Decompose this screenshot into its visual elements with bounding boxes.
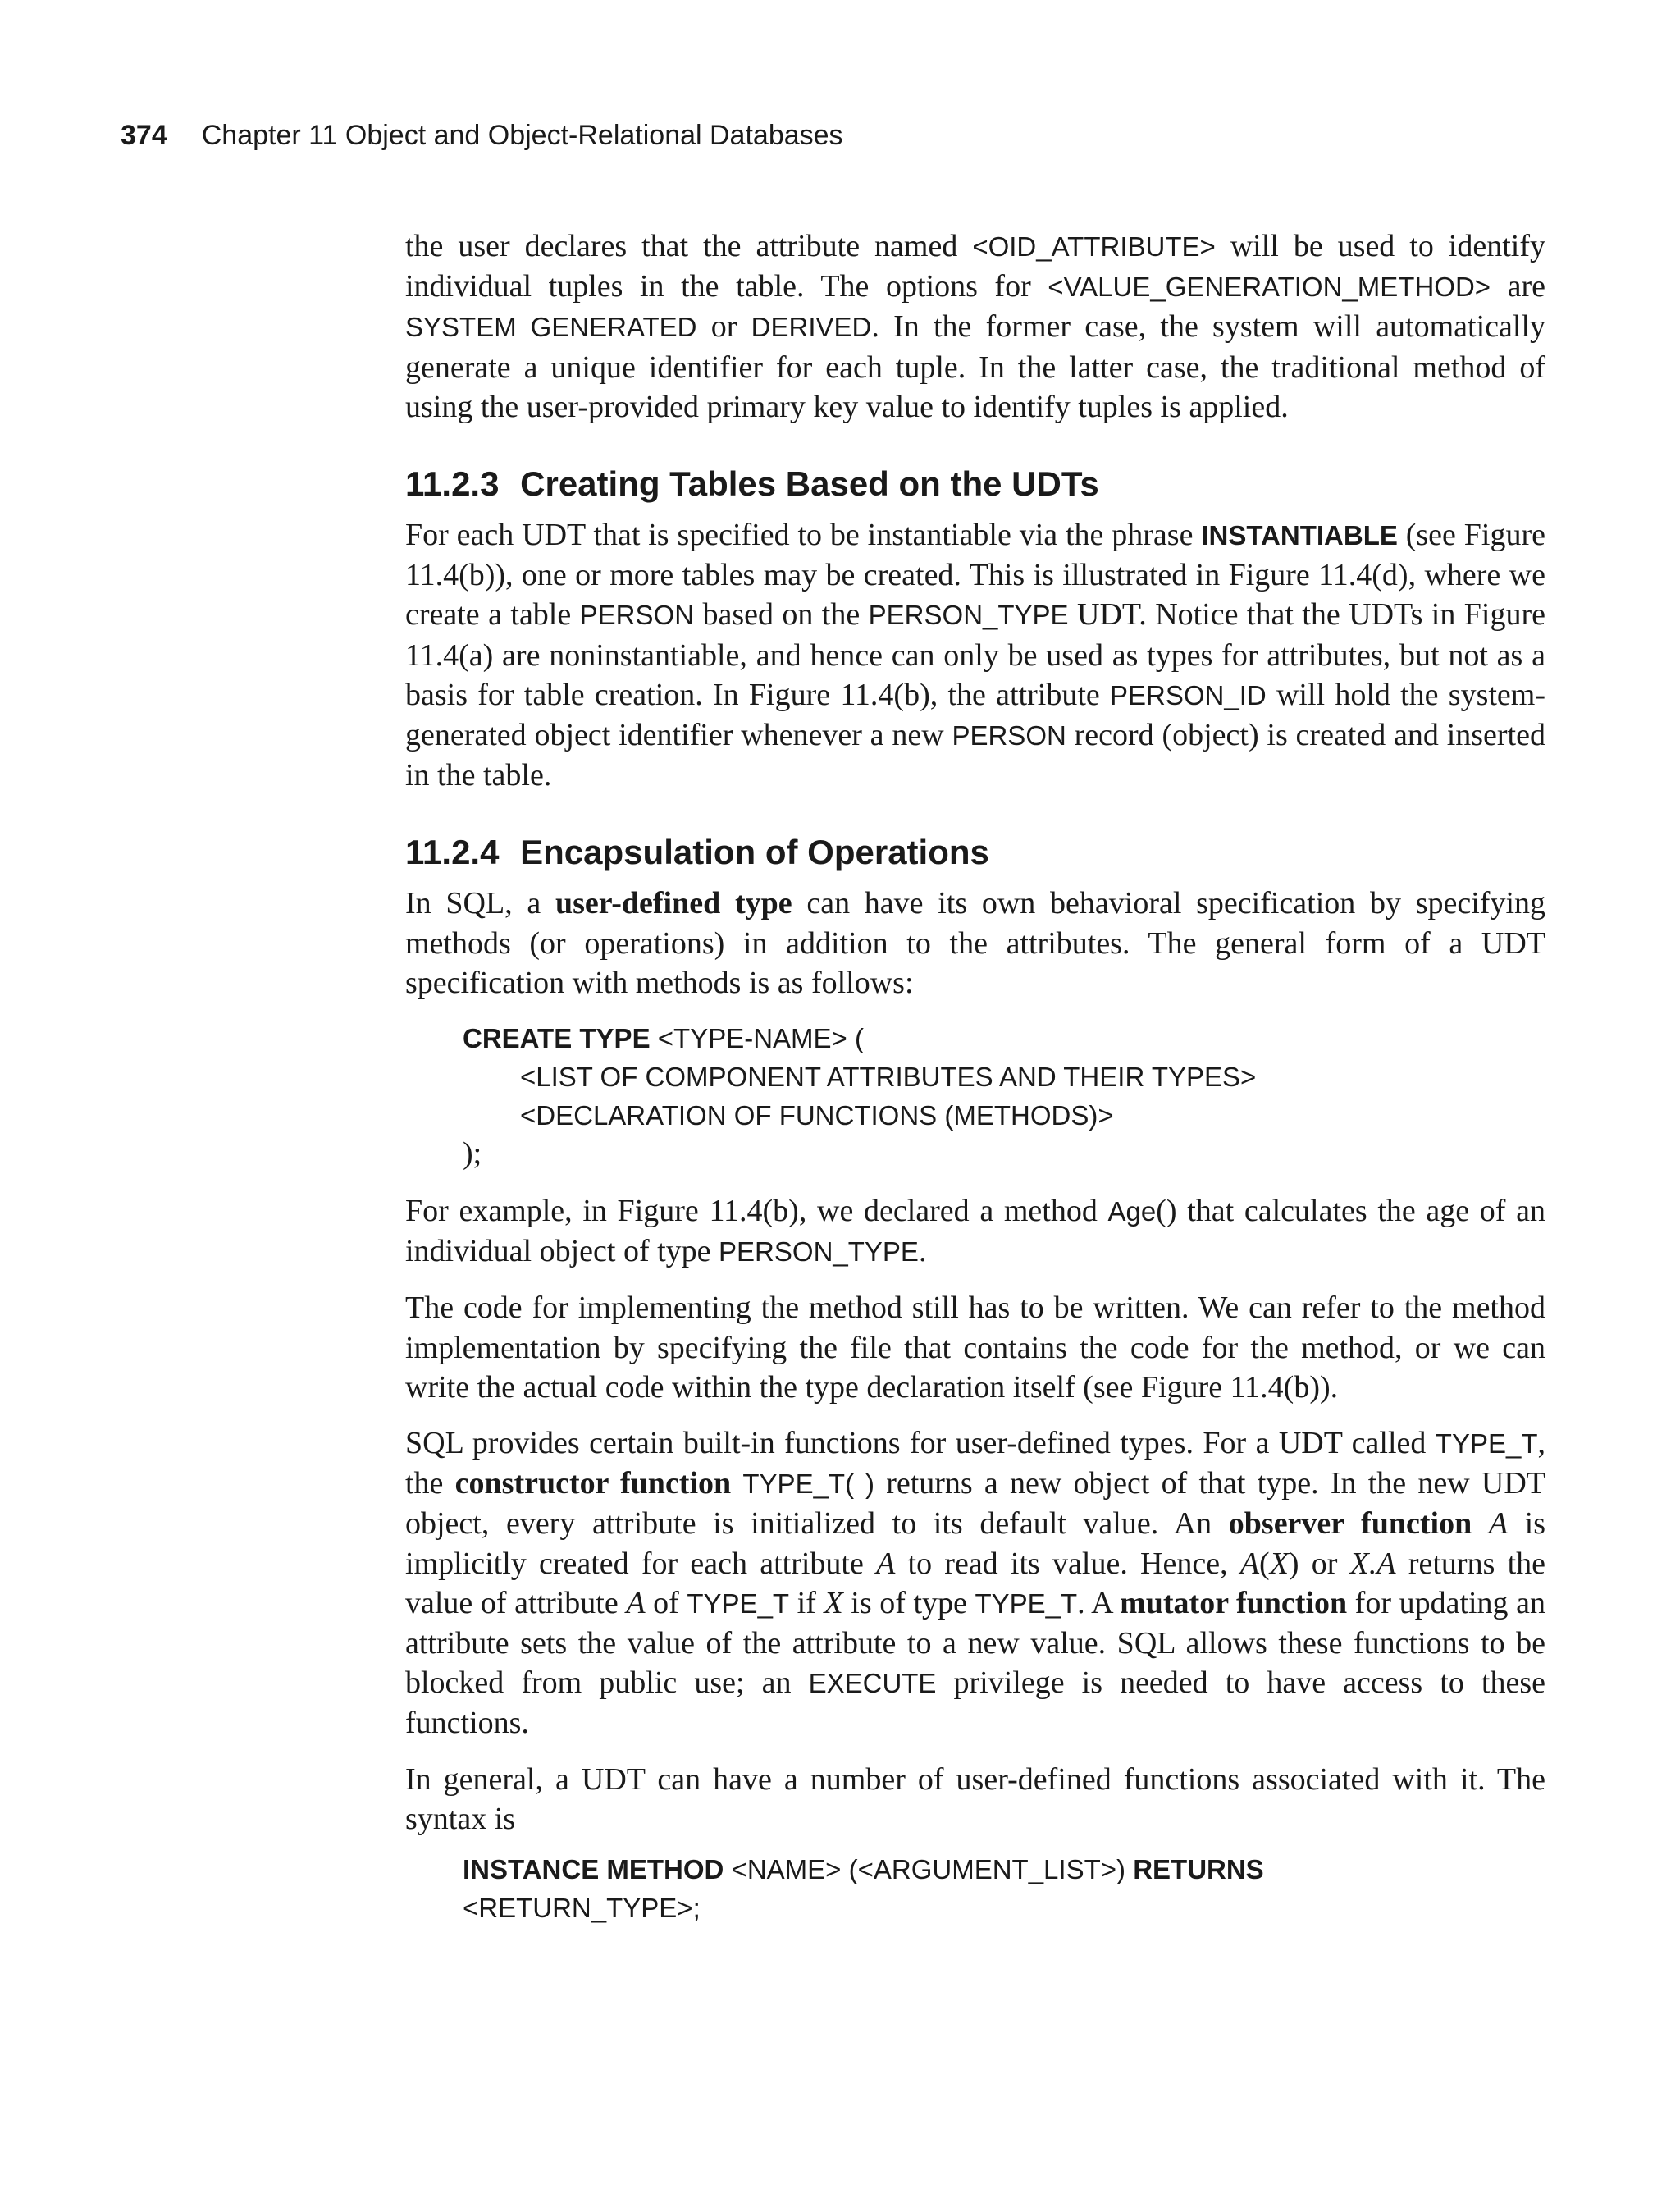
code-line: ); bbox=[463, 1136, 482, 1172]
bold-term: observer function bbox=[1228, 1506, 1472, 1542]
code-line: <RETURN_TYPE>; bbox=[463, 1893, 701, 1924]
code-term: Age bbox=[1107, 1196, 1157, 1227]
page-body bbox=[405, 226, 1545, 1945]
section-number: 11.2.3 bbox=[405, 464, 500, 504]
code-keyword: CREATE TYPE bbox=[463, 1023, 651, 1054]
paragraph-creating-tables: For each UDT that is specified to be instantiable via the phrase INSTANTIABLE (see Figure 11.4(b)), one or more tables may be created. This is illustrated in Figure 11.4(d), where we create a table PERSON based on the PERSON_TYPE UDT. Notice that the UDTs in Figure 11.4(a) are noninstantiable, and hence can only be used as types for attributes, but not as a basis for table creation. In Figure 11.4(b), the attribute PERSON_ID will hold the system-generated object identifier whenever a new PERSON record (object) is created and inserted in the table. bbox=[405, 518, 1545, 793]
code-term: PERSON bbox=[952, 720, 1066, 752]
code-block-create-type: CREATE TYPE <TYPE-NAME> ( <LIST OF COMPONENT ATTRIBUTES AND THEIR TYPES> <DECLARATION OF FUNCTIONS (METHODS)> ); bbox=[463, 1019, 1545, 1173]
bold-term: user-defined type bbox=[555, 886, 792, 921]
bold-term: mutator function bbox=[1120, 1585, 1348, 1620]
code-block-instance-method: INSTANCE METHOD <NAME> (<ARGUMENT_LIST>) RETURNS <RETURN_TYPE>; bbox=[463, 1850, 1545, 1927]
paragraph-age-method: For example, in Figure 11.4(b), we declared a method Age() that calculates the age of an individual object of type PERSON_TYPE. bbox=[405, 1194, 1545, 1269]
code-term: DERIVED bbox=[751, 312, 872, 343]
code-line: <LIST OF COMPONENT ATTRIBUTES AND THEIR TYPES> bbox=[520, 1062, 1257, 1093]
bold-term: constructor function bbox=[454, 1466, 732, 1501]
code-term: TYPE_T bbox=[975, 1588, 1078, 1619]
code-line: <DECLARATION OF FUNCTIONS (METHODS)> bbox=[520, 1100, 1114, 1131]
page-number: 374 bbox=[121, 120, 167, 151]
section-number: 11.2.4 bbox=[405, 833, 500, 872]
code-term: <VALUE_GENERATION_METHOD> bbox=[1048, 272, 1491, 303]
code-term: SYSTEM GENERATED bbox=[405, 312, 697, 343]
code-term: INSTANTIABLE bbox=[1201, 520, 1398, 551]
paragraph-builtin-functions: SQL provides certain built-in functions for user-defined types. For a UDT called TYPE_T, the constructor function TYPE_T( ) returns a new object of that type. In the new UDT object, every attribute is initialized to its default value. An observer function A is implicitly created for each attribute A to read its value. Hence, A(X) or X.A returns the value of attribute A of TYPE_T if X is of type TYPE_T. A mutator function for updating an attribute sets the value of the attribute to a new value. SQL allows these functions to be blocked from public use; an EXECUTE privilege is needed to have access to these functions. bbox=[405, 1426, 1546, 1741]
code-term: TYPE_T bbox=[687, 1588, 790, 1619]
section-title: Creating Tables Based on the UDTs bbox=[520, 464, 1099, 504]
code-term: PERSON_TYPE bbox=[719, 1236, 919, 1268]
paragraph-udt-methods: In SQL, a user-defined type can have its own behavioral specification by specifying methods (or operations) in addition to the attributes. The general form of a UDT specification with methods is as follows: bbox=[405, 886, 1545, 1000]
section-title: Encapsulation of Operations bbox=[520, 833, 989, 872]
code-term: TYPE_T( ) bbox=[742, 1469, 874, 1500]
code-keyword: INSTANCE METHOD bbox=[463, 1854, 724, 1885]
section-heading-11-2-3 bbox=[405, 463, 1545, 505]
code-keyword: RETURNS bbox=[1133, 1854, 1264, 1885]
chapter-title: Chapter 11 Object and Object-Relational Databases bbox=[201, 120, 843, 151]
code-term: TYPE_T bbox=[1435, 1428, 1538, 1460]
section-heading-11-2-4 bbox=[405, 831, 1545, 874]
paragraph-oid-attribute: the user declares that the attribute named <OID_ATTRIBUTE> will be used to identify individual tuples in the table. The options for <VALUE_GENERATION_METHOD> are SYSTEM GENERATED or DERIVED. In the former case, the system will automatically generate a unique identifier for each tuple. In the latter case, the traditional method of using the user-provided primary key value to identify tuples is applied. bbox=[405, 229, 1546, 424]
code-term: PERSON_TYPE bbox=[868, 600, 1069, 631]
code-term: EXECUTE bbox=[808, 1668, 937, 1699]
code-term: PERSON bbox=[579, 600, 695, 631]
code-term: <OID_ATTRIBUTE> bbox=[972, 231, 1216, 262]
running-head bbox=[121, 120, 843, 152]
paragraph-udt-functions: In general, a UDT can have a number of user-defined functions associated with it. The syntax is bbox=[405, 1761, 1545, 1836]
code-term: PERSON_ID bbox=[1110, 679, 1267, 710]
paragraph-method-implementation: The code for implementing the method still has to be written. We can refer to the method implementation by specifying the file that contains the code for the method, or we can write the actual code within the type declaration itself (see Figure 11.4(b)). bbox=[405, 1291, 1545, 1405]
